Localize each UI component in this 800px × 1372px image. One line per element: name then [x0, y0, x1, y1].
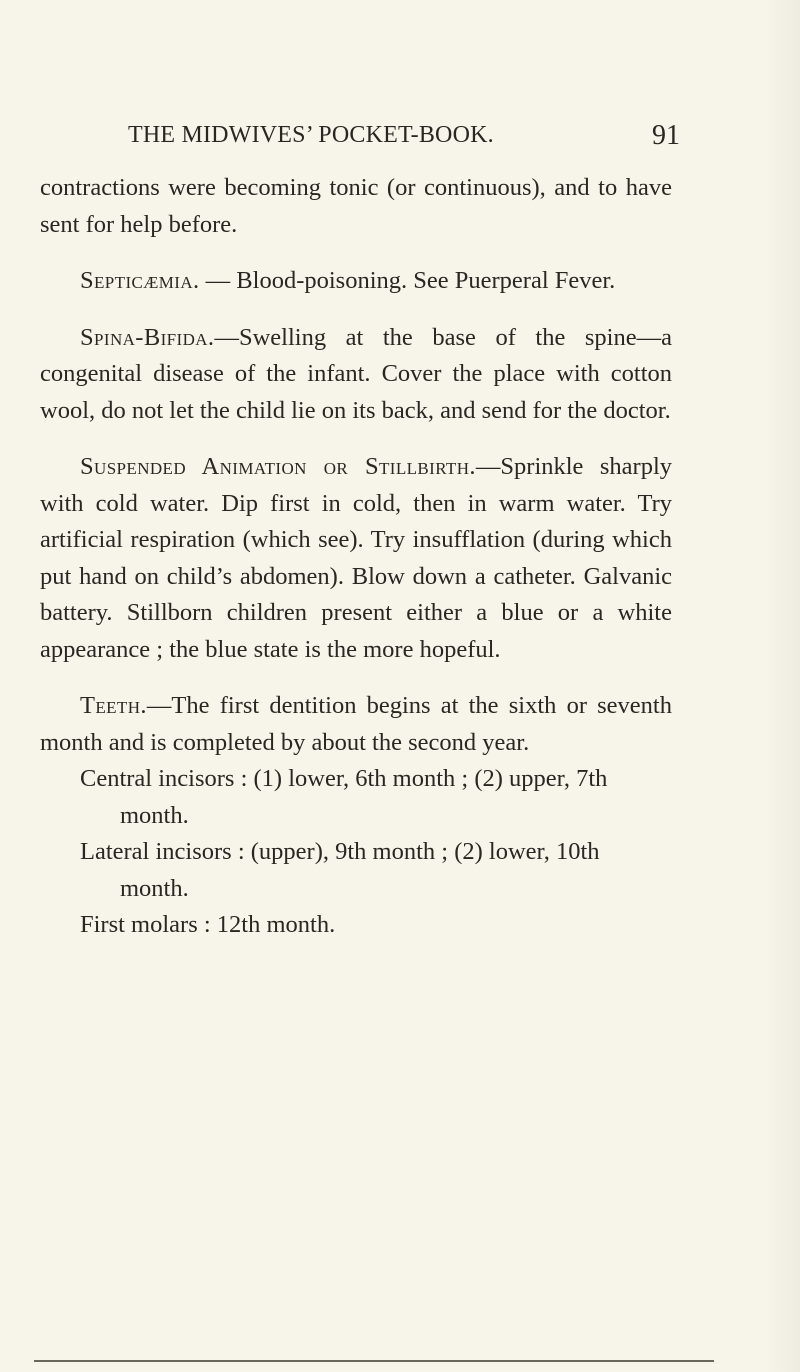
- dentition-central-incisors: Central incisors : (1) lower, 6th month ; (2) upper, 7th month.: [80, 765, 608, 829]
- page-number: 91: [652, 120, 680, 151]
- entry-spina-bifida: [40, 320, 672, 430]
- entry-text: —Sprinkle sharply with cold water. Dip first in cold, then in warm water. Try artificial respiration (which see). Try insufflation (during which put hand on child’s abdomen). Blow down a catheter. Galvanic battery. Stillborn children present either a blue or a white appearance ; the blue state is the more hopeful.: [40, 453, 672, 663]
- entry-suspended-animation: [40, 449, 672, 668]
- entry-teeth: [40, 688, 672, 761]
- entry-term: Suspended Animation or Stillbirth.: [80, 453, 476, 480]
- entry-text: —The first dentition begins at the sixth or seventh month and is completed by about the second year.: [40, 692, 672, 756]
- entry-term: Teeth.: [80, 692, 147, 719]
- running-title: THE MIDWIVES’ POCKET-BOOK.: [128, 122, 494, 148]
- entry-term: Septicæmia.: [80, 267, 200, 294]
- dentition-lateral-incisors: Lateral incisors : (upper), 9th month ; (2) lower, 10th month.: [80, 838, 600, 902]
- entry-term: Spina-Bifida.: [80, 323, 215, 351]
- entry-text: — Blood-poisoning. See Puerperal Fever.: [199, 267, 616, 294]
- dentition-first-molars: First molars : 12th month.: [80, 911, 336, 938]
- running-head: [128, 122, 680, 158]
- bottom-rule: [34, 1360, 714, 1362]
- entry-septicaemia: [40, 263, 672, 300]
- page-body: [40, 170, 672, 944]
- entry-text: —Swelling at the base of the spine—a congenital disease of the infant. Cover the place with cotton wool, do not let the child lie on its back, and send for the doctor.: [40, 323, 672, 424]
- page-edge-shadow: [766, 0, 800, 1372]
- continuation-paragraph: contractions were becoming tonic (or continuous), and to have sent for help before.: [40, 174, 672, 238]
